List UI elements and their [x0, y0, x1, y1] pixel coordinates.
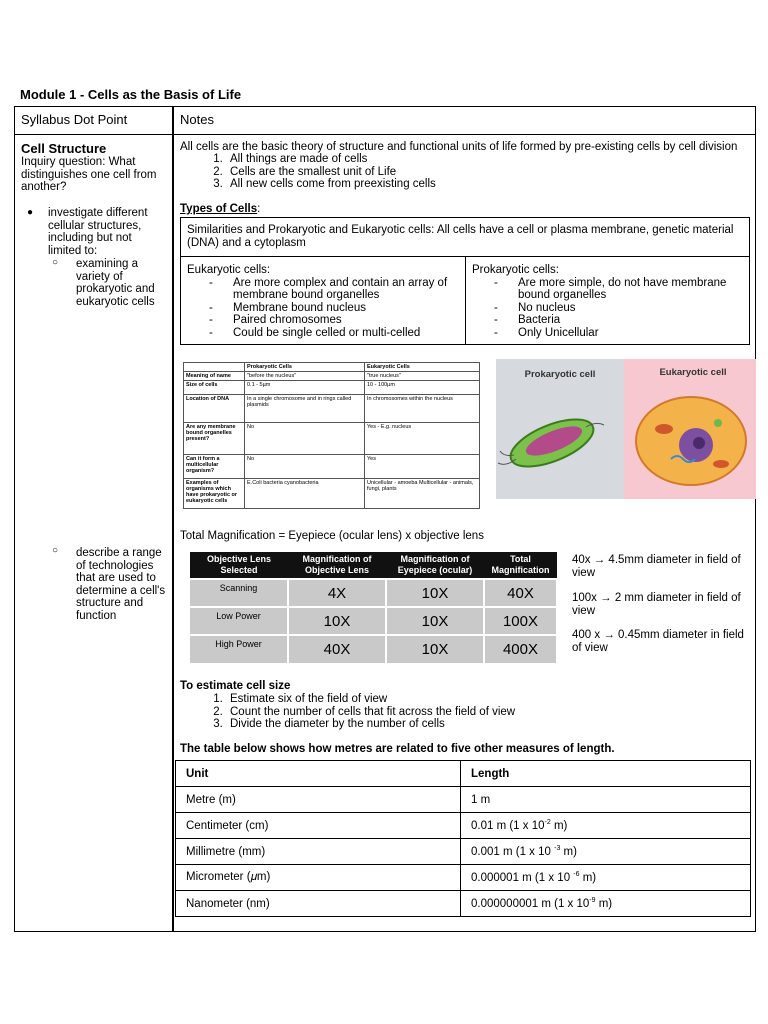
syllabus-subpoint-technologies: describe a range of technologies that are used to determine a cell's structure and function [76, 547, 166, 622]
table-cell: Millimetre (mm) [176, 839, 461, 865]
cell-theory-list [180, 153, 746, 191]
table-header-row [190, 552, 557, 579]
table-row [190, 635, 557, 663]
table-header-cell: Unit [176, 761, 461, 787]
table-cell: 10X [288, 607, 386, 635]
table-cell: 40X [288, 635, 386, 663]
table-cell: Scanning [190, 579, 288, 607]
table-header-cell: Total Magnification [484, 552, 557, 579]
table-row [190, 579, 557, 607]
list-item: 1. All things are made of cells [226, 153, 746, 166]
eukaryotic-title: Eukaryotic cells: [187, 264, 271, 276]
magnification-formula: Total Magnification = Eyepiece (ocular lens) x objective lens [180, 530, 484, 542]
table-row [190, 607, 557, 635]
table-cell: Nanometer (nm) [176, 891, 461, 917]
table-row [184, 395, 480, 423]
list-item: - Paired chromosomes [233, 314, 459, 327]
fov-note-40x: 40x → 4.5mm diameter in field of view [572, 554, 741, 579]
table-cell: "before the nucleus" [245, 372, 365, 381]
prokaryotic-label: Prokaryotic cell [524, 369, 596, 380]
table-cell: Centimeter (cm) [176, 813, 461, 839]
list-item: - Bacteria [518, 314, 743, 327]
table-header-cell: Magnification of Eyepiece (ocular) [386, 552, 484, 579]
table-row [176, 865, 751, 891]
column-header-notes: Notes [180, 112, 214, 127]
estimate-heading: To estimate cell size [180, 680, 291, 692]
circle-bullet-icon: ○ [52, 257, 59, 268]
table-cell: 10X [386, 579, 484, 607]
similarities-text: Similarities and Prokaryotic and Eukaryotic cells: All cells have a cell or plasma membrane, genetic material (DNA) and a cytoplasm [187, 224, 734, 249]
list-item: - Only Unicellular [518, 327, 743, 340]
eukaryotic-label: Eukaryotic cell [659, 367, 727, 378]
types-heading: Types of Cells: [180, 203, 261, 215]
inquiry-question: Inquiry question: What distinguishes one cell from another? [21, 156, 157, 193]
table-cell: 4X [288, 579, 386, 607]
list-item: - Could be single celled or multi-celled [233, 327, 459, 340]
table-row [184, 423, 480, 455]
estimate-steps [180, 693, 746, 731]
table-cell: Examples of organisms which have prokaryotic or eukaryotic cells [184, 479, 245, 509]
table-row [184, 381, 480, 395]
list-item: - Membrane bound nucleus [233, 302, 459, 315]
table-cell: Micrometer (𝜇m) [176, 865, 461, 891]
table-cell: No [245, 423, 365, 455]
table-cell: Meaning of name [184, 372, 245, 381]
table-cell: No [245, 455, 365, 479]
animal-cell-illustration [636, 397, 746, 485]
table-row [176, 813, 751, 839]
table-cell: Can it form a multicellular organism? [184, 455, 245, 479]
table-cell: In a single chromosome and in rings called plasmids [245, 395, 365, 423]
table-cell: 0.000001 m (1 x 10 $^{-6}$ m) [461, 865, 751, 891]
table-header-cell: Objective Lens Selected [190, 552, 288, 579]
intro-text: All cells are the basic theory of structure and functional units of life formed by pre-existing cells by cell division [180, 141, 738, 153]
magnification-table [190, 552, 558, 663]
table-cell: High Power [190, 635, 288, 663]
section-title: Cell Structure [21, 141, 107, 156]
column-divider [172, 106, 174, 932]
bullet-icon: ● [27, 207, 34, 218]
list-item: 2. Count the number of cells that fit across the field of view [226, 706, 746, 719]
table-cell: 0.000000001 m (1 x $10^{-9}$ m) [461, 891, 751, 917]
similarities-box [180, 217, 750, 257]
syllabus-subpoint-cells: examining a variety of prokaryotic and eukaryotic cells [76, 258, 155, 308]
table-row [184, 372, 480, 381]
table-cell: Prokaryotic Cells [245, 363, 365, 372]
table-header-cell: Magnification of Objective Lens [288, 552, 386, 579]
cell-diagram-svg [496, 359, 756, 499]
table-row [176, 839, 751, 865]
table-row [176, 787, 751, 813]
length-table-caption: The table below shows how metres are related to five other measures of length. [180, 743, 615, 755]
list-item: 3. Divide the diameter by the number of cells [226, 718, 746, 731]
fov-note-100x: 100x → 2 mm diameter in field of view [572, 592, 741, 617]
eukaryotic-box [180, 256, 466, 345]
table-cell: 0.001 m (1 x 10 $^{-3}$ m) [461, 839, 751, 865]
length-table [175, 760, 751, 917]
page-title: Module 1 - Cells as the Basis of Life [20, 87, 242, 102]
table-row [176, 891, 751, 917]
table-header-row [184, 363, 480, 372]
table-cell: "true nucleus" [365, 372, 480, 381]
list-item: - Are more simple, do not have membrane bound organelles [518, 277, 743, 302]
prokaryotic-title: Prokaryotic cells: [472, 264, 559, 276]
table-cell: 0.1 - 5µm [245, 381, 365, 395]
table-cell: Low Power [190, 607, 288, 635]
circle-bullet-icon: ○ [52, 545, 59, 556]
table-header-row [176, 761, 751, 787]
table-row [184, 479, 480, 509]
table-cell: Are any membrane bound organelles present? [184, 423, 245, 455]
table-cell [184, 363, 245, 372]
table-cell: Eukaryotic Cells [365, 363, 480, 372]
table-cell: 40X [484, 579, 557, 607]
list-item: 3. All new cells come from preexisting cells [226, 178, 746, 191]
table-cell: In chromosomes within the nucleus [365, 395, 480, 423]
table-cell: Yes - E.g. nucleus [365, 423, 480, 455]
syllabus-point: investigate different cellular structures, including but not limited to: [48, 207, 148, 257]
table-cell: 10X [386, 607, 484, 635]
table-header-cell: Length [461, 761, 751, 787]
eukaryotic-list [187, 277, 459, 340]
table-cell: Unicellular - amoeba Multicellular - animals, fungi, plants [365, 479, 480, 509]
list-item: - Are more complex and contain an array of membrane bound organelles [233, 277, 459, 302]
table-cell: Yes [365, 455, 480, 479]
table-cell: E.Coli bacteria cyanobacteria [245, 479, 365, 509]
table-cell: 400X [484, 635, 557, 663]
comparison-table [183, 362, 480, 509]
header-divider [14, 134, 756, 135]
list-item: - No nucleus [518, 302, 743, 315]
list-item: 1. Estimate six of the field of view [226, 693, 746, 706]
table-cell: Size of cells [184, 381, 245, 395]
fov-note-400x: 400 x → 0.45mm diameter in field of view [572, 629, 744, 654]
table-row [184, 455, 480, 479]
prokaryotic-box [465, 256, 750, 345]
table-cell: 1 m [461, 787, 751, 813]
table-cell: Metre (m) [176, 787, 461, 813]
table-cell: 10 - 100µm [365, 381, 480, 395]
table-cell: 100X [484, 607, 557, 635]
list-item: 2. Cells are the smallest unit of Life [226, 166, 746, 179]
table-cell: 10X [386, 635, 484, 663]
table-cell: Location of DNA [184, 395, 245, 423]
prokaryotic-list [472, 277, 743, 340]
cell-comparison-image [496, 359, 756, 499]
column-header-syllabus: Syllabus Dot Point [21, 112, 128, 127]
table-cell: 0.01 m (1 x $10^{-2}$ m) [461, 813, 751, 839]
